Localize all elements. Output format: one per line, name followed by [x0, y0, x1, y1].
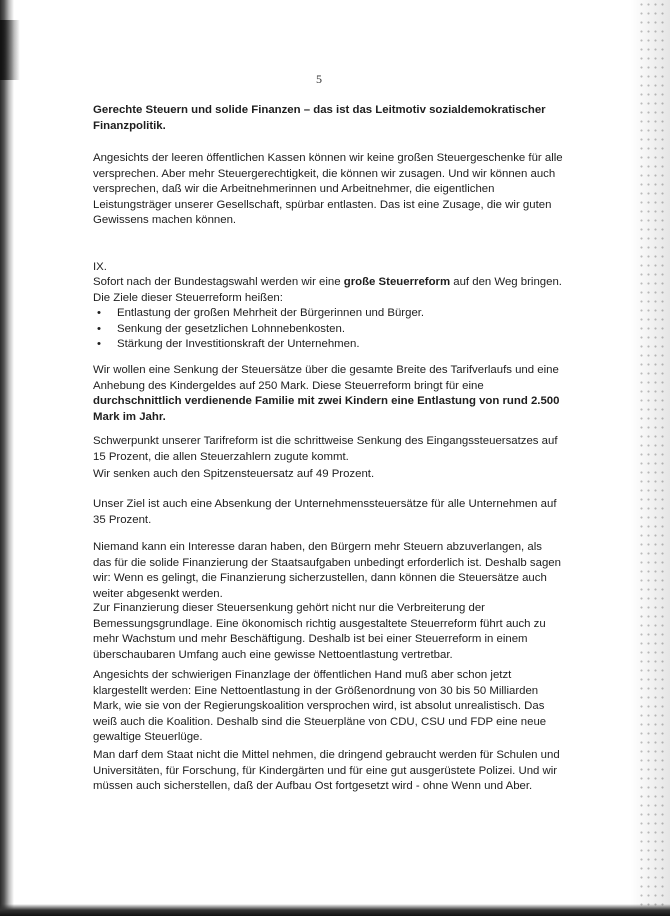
page-number: 5 — [316, 72, 322, 86]
reform-text-before: Sofort nach der Bundestagswahl werden wir eine — [93, 276, 344, 288]
scan-left-edge — [0, 0, 14, 916]
page-title: Gerechte Steuern und solide Finanzen – das ist das Leitmotiv sozialdemokratischer Finanzpolitik. — [93, 104, 546, 132]
corporate-rate-paragraph: Unser Ziel ist auch eine Absenkung der Unternehmenssteuersätze für alle Unternehmen auf 35 Prozent. — [93, 498, 557, 526]
scan-left-mark — [0, 20, 20, 80]
reform-sentence — [93, 275, 563, 291]
coalition-paragraph: Angesichts der schwierigen Finanzlage der öffentlichen Hand muß aber schon jetzt klargestellt werden: Eine Nettoentlastung in der Größenordnung von 30 bis 50 Milliarden Mark, wie sie von der Regierungskoalition versprochen wird, ist absolut unrealistisch. Das weiß auch die Koalition. Deshalb sind die Steuerpläne von CDU, CSU und FDP eine neue gewaltige Steuerlüge. — [93, 669, 547, 743]
goals-intro: Die Ziele dieser Steuerreform heißen: — [93, 291, 283, 304]
reform-bold: große Steuerreform — [343, 276, 451, 288]
relief-bold-text: durchschnittlich verdienende Familie mit zwei Kindern eine Entlastung von rund 2.500 Mark im Jahr. — [93, 395, 560, 423]
reform-paragraph — [93, 275, 563, 306]
financing-paragraph: Niemand kann ein Interesse daran haben, den Bürgern mehr Steuern abzuverlangen, als das für die solide Finanzierung der Staatsaufgaben unbedingt erforderlich ist. Deshalb sagen wir: Wenn es gelingt, die Finanzierung sicherzustellen, dann können die Steuersätze auch weiter abgesenkt werden. — [93, 541, 561, 600]
scan-right-speckle — [638, 0, 664, 916]
reform-text-after: auf den Weg bringen. — [450, 276, 562, 288]
state-funding-paragraph: Man darf dem Staat nicht die Mittel nehmen, die dringend gebraucht werden für Schulen und Universitäten, für Forschung, für Kindergärten und für eine gut ausgerüstete Polizei. Und wir müssen auch sicherstellen, daß der Aufbau Ost fortgesetzt wird - ohne Wenn und Aber. — [93, 749, 560, 792]
entry-rate-paragraph: Schwerpunkt unserer Tarifreform ist die schrittweise Senkung des Eingangssteuersatzes auf 15 Prozent, die allen Steuerzahlern zugute kommt. — [93, 435, 558, 463]
goals-list — [93, 306, 563, 353]
top-rate-paragraph: Wir senken auch den Spitzensteuersatz auf 49 Prozent. — [93, 468, 375, 480]
relief-text: Wir wollen eine Senkung der Steuersätze über die gesamte Breite des Tarifverlaufs und eine Anhebung des Kindergeldes auf 250 Mark. Diese Steuerreform bringt für eine — [93, 364, 559, 392]
list-item: • Stärkung der Investitionskraft der Unternehmen. — [93, 337, 563, 353]
tax-base-paragraph: Zur Finanzierung dieser Steuersenkung gehört nicht nur die Verbreiterung der Bemessungsgrundlage. Eine ökonomisch richtig ausgestaltete Steuerreform führt auch zu mehr Wachstum und mehr Beschäftigung. Deshalb ist bei einer Steuerreform in einem überschaubaren Umfang auch eine gewisse Nettoentlastung vertretbar. — [93, 602, 546, 661]
intro-paragraph: Angesichts der leeren öffentlichen Kassen können wir keine großen Steuergeschenke für alle versprechen. Aber mehr Steuergerechtigkeit, die können wir zusagen. Und wir können auch versprechen, daß wir die Arbeitnehmerinnen und Arbeitnehmer, die eigentlichen Leistungsträger unserer Gesellschaft, spürbar entlasten. Das ist eine Zusage, die wir guten Gewissens machen können. — [93, 152, 563, 226]
list-item: • Senkung der gesetzlichen Lohnnebenkosten. — [93, 322, 563, 338]
section-marker: IX. — [93, 261, 107, 273]
list-item: • Entlastung der großen Mehrheit der Bürgerinnen und Bürger. — [93, 306, 563, 322]
scan-bottom-edge — [0, 904, 670, 916]
relief-paragraph — [93, 363, 563, 425]
